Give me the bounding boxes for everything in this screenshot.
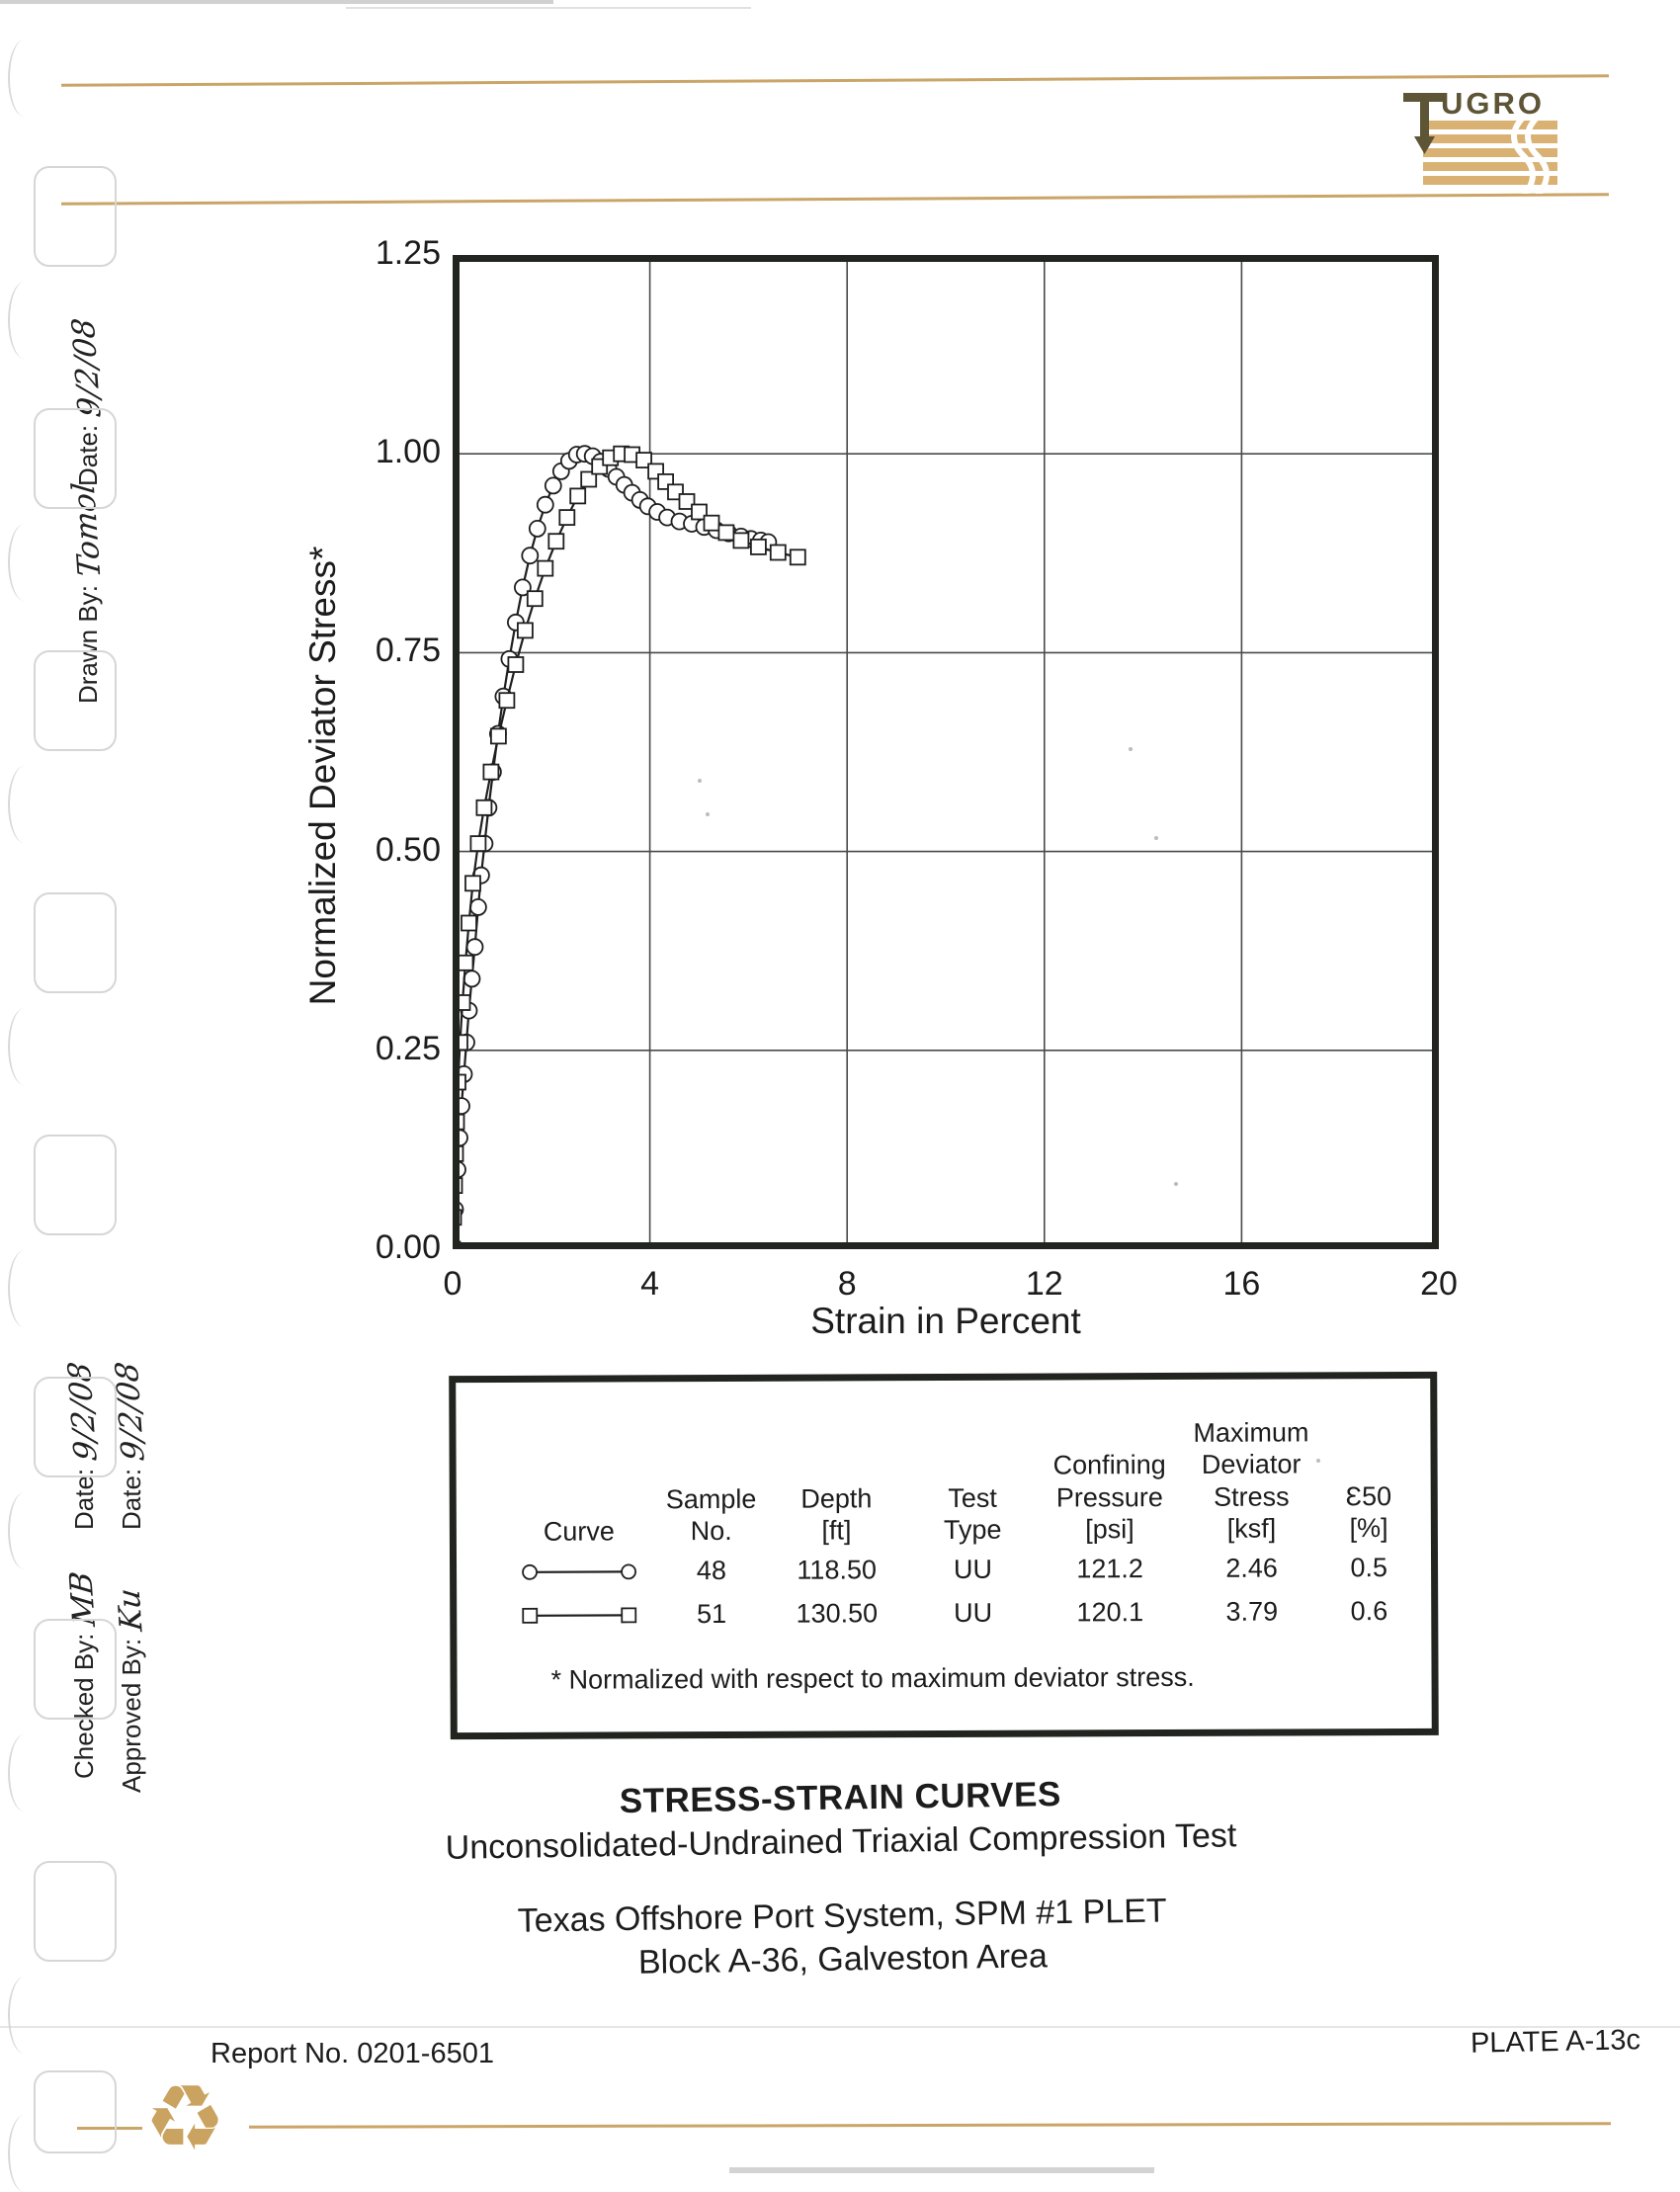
legend-cell: 48: [657, 1555, 766, 1587]
marker-circle: [464, 970, 480, 986]
binder-hole: [34, 892, 117, 993]
approved-by-signature: Ku: [111, 1587, 149, 1633]
marker-circle: [470, 899, 486, 915]
scan-speck: [1129, 747, 1133, 751]
stress-strain-plot: [453, 255, 1439, 1249]
legend-table: [500, 1416, 1416, 1636]
page-edge-curl: [8, 1492, 36, 1569]
legend-table-box: [449, 1372, 1439, 1739]
project-title: Texas Offshore Port System, SPM #1 PLET: [2, 1884, 1680, 1949]
marker-square: [462, 916, 476, 931]
footer-hairline: [0, 2026, 1680, 2028]
approved-by-label: Approved By:: [117, 1639, 146, 1793]
scan-speck: [1174, 1182, 1178, 1186]
checked-date-value: 9/2/08: [61, 1360, 104, 1462]
drawn-date-value: 9/2/08: [65, 316, 108, 418]
legend-cell: 2.46: [1182, 1553, 1322, 1585]
marker-square: [465, 876, 480, 890]
legend-header-row: [500, 1416, 1416, 1549]
plate-number: PLATE A-13c: [1470, 2024, 1641, 2061]
scan-speck: [1316, 1459, 1320, 1463]
binder-hole: [34, 1135, 117, 1235]
binder-hole: [34, 166, 117, 267]
legend-header-depth: Depth [ft]: [766, 1482, 908, 1547]
x-tick-label: 16: [1197, 1265, 1286, 1304]
x-axis-title: Strain in Percent: [453, 1301, 1439, 1342]
page-edge-curl: [8, 40, 36, 117]
legend-cell: UU: [908, 1597, 1039, 1630]
marker-circle: [546, 477, 561, 493]
y-tick-label: 0.25: [346, 1030, 441, 1068]
legend-data-rows: [501, 1548, 1416, 1635]
page-edge-curl: [8, 1008, 36, 1085]
scan-speck: [698, 779, 702, 783]
page-edge-curl: [8, 1734, 36, 1812]
drawn-by-label: Drawn By:: [73, 585, 103, 704]
recycle-icon: ♻: [144, 2073, 225, 2164]
scan-speck: [706, 812, 710, 816]
y-tick-label: 0.75: [346, 632, 441, 670]
legend-cell: 0.6: [1322, 1595, 1417, 1628]
page-edge-curl: [8, 2115, 36, 2192]
marker-square: [751, 540, 766, 554]
legend-header-curve: Curve: [501, 1515, 657, 1548]
legend-header-stress: Maximum Deviator Stress [ksf]: [1181, 1416, 1321, 1545]
fugro-logo: [1401, 83, 1565, 194]
approved-by-annotation: [113, 1588, 148, 1793]
marker-square: [559, 510, 574, 525]
main-title: STRESS-STRAIN CURVES: [0, 1765, 1680, 1831]
marker-square: [470, 836, 485, 851]
legend-cell: 3.79: [1182, 1596, 1322, 1629]
x-tick-label: 8: [802, 1265, 891, 1304]
legend-cell: 121.2: [1038, 1553, 1182, 1585]
binder-hole: [34, 1861, 117, 1962]
plot-frame: [457, 259, 1436, 1246]
plate-titles: [0, 1765, 1680, 1992]
page-edge-curl: [8, 282, 36, 359]
logo-letters: UGRO: [1441, 86, 1545, 121]
legend-cell: 118.50: [766, 1555, 908, 1587]
checked-date-label: Date:: [69, 1469, 99, 1530]
legend-header-pressure: Confining Pressure [psi]: [1038, 1449, 1182, 1546]
y-tick-label: 0.50: [346, 831, 441, 870]
marker-square: [548, 534, 563, 548]
binder-hole: [34, 650, 117, 751]
marker-circle: [522, 548, 538, 563]
scan-streak: [346, 7, 751, 9]
approved-date-value: 9/2/08: [109, 1360, 151, 1462]
marker-circle: [538, 497, 553, 513]
marker-square: [518, 623, 533, 637]
y-tick-label: 1.25: [346, 234, 441, 273]
normalization-footnote: * Normalized with respect to maximum deviator stress.: [550, 1660, 1431, 1695]
marker-circle: [530, 521, 546, 537]
legend-header-e50: Ɛ50 [%]: [1321, 1480, 1416, 1545]
legend-row: [501, 1548, 1416, 1591]
marker-square: [508, 657, 523, 672]
scan-speck: [1154, 836, 1158, 840]
marker-square: [483, 765, 498, 780]
marker-square: [570, 488, 585, 503]
legend-cell: UU: [907, 1554, 1038, 1586]
marker-square: [733, 533, 748, 548]
marker-square: [791, 549, 805, 564]
scan-streak: [0, 0, 553, 4]
marker-square: [705, 516, 719, 531]
x-tick-label: 20: [1394, 1265, 1483, 1304]
binder-hole: [34, 2070, 117, 2153]
y-tick-label: 1.00: [346, 433, 441, 471]
page-edge-curl: [8, 524, 36, 601]
report-number: Report No. 0201-6501: [210, 2038, 494, 2070]
marker-square: [528, 591, 543, 606]
drawn-date-label: Date:: [73, 425, 103, 486]
approved-date-annotation: [113, 1362, 148, 1530]
gold-rule-bottom: [249, 2122, 1611, 2129]
marker-circle: [467, 939, 483, 955]
marker-square: [771, 546, 786, 560]
legend-cell: 130.50: [766, 1598, 908, 1631]
legend-cell: 0.5: [1321, 1552, 1416, 1584]
checked-by-signature: MB: [63, 1569, 103, 1627]
subtitle: Unconsolidated-Undrained Triaxial Compression Test: [1, 1810, 1680, 1875]
y-axis-title: Normalized Deviator Stress*: [302, 460, 344, 1092]
legend-header-testtype: Test Type: [907, 1481, 1038, 1546]
legend-cell: 51: [657, 1598, 766, 1631]
marker-square: [459, 956, 473, 970]
fugro-logo-graphic: [1401, 83, 1565, 194]
x-tick-label: 0: [408, 1265, 497, 1304]
drawn-by-signature: Tomol: [66, 481, 109, 579]
binder-hole: [34, 408, 117, 509]
marker-square: [718, 525, 733, 540]
legend-symbol-square: [501, 1604, 657, 1627]
checked-by-label: Checked By:: [69, 1634, 99, 1779]
marker-square: [499, 693, 514, 708]
binder-hole: [34, 1377, 117, 1477]
marker-square: [538, 561, 552, 576]
binder-hole: [34, 1619, 117, 1720]
page-edge-curl: [8, 1250, 36, 1327]
location-title: Block A-36, Galveston Area: [3, 1927, 1680, 1992]
marker-square: [491, 728, 506, 743]
y-tick-label: 0.00: [346, 1228, 441, 1267]
approved-date-label: Date:: [117, 1469, 146, 1530]
page-edge-curl: [8, 1977, 36, 2054]
legend-header-sample: Sample No.: [657, 1483, 766, 1548]
x-tick-label: 12: [1000, 1265, 1089, 1304]
x-tick-label: 4: [606, 1265, 695, 1304]
legend-row: [501, 1591, 1416, 1635]
gold-rule-top: [61, 74, 1609, 87]
legend-cell: 120.1: [1039, 1596, 1183, 1629]
gold-rule-under-logo: [61, 193, 1609, 206]
marker-square: [476, 801, 491, 815]
legend-symbol-circle: [501, 1560, 657, 1583]
page-edge-curl: [8, 766, 36, 843]
scan-smudge: [729, 2167, 1154, 2173]
